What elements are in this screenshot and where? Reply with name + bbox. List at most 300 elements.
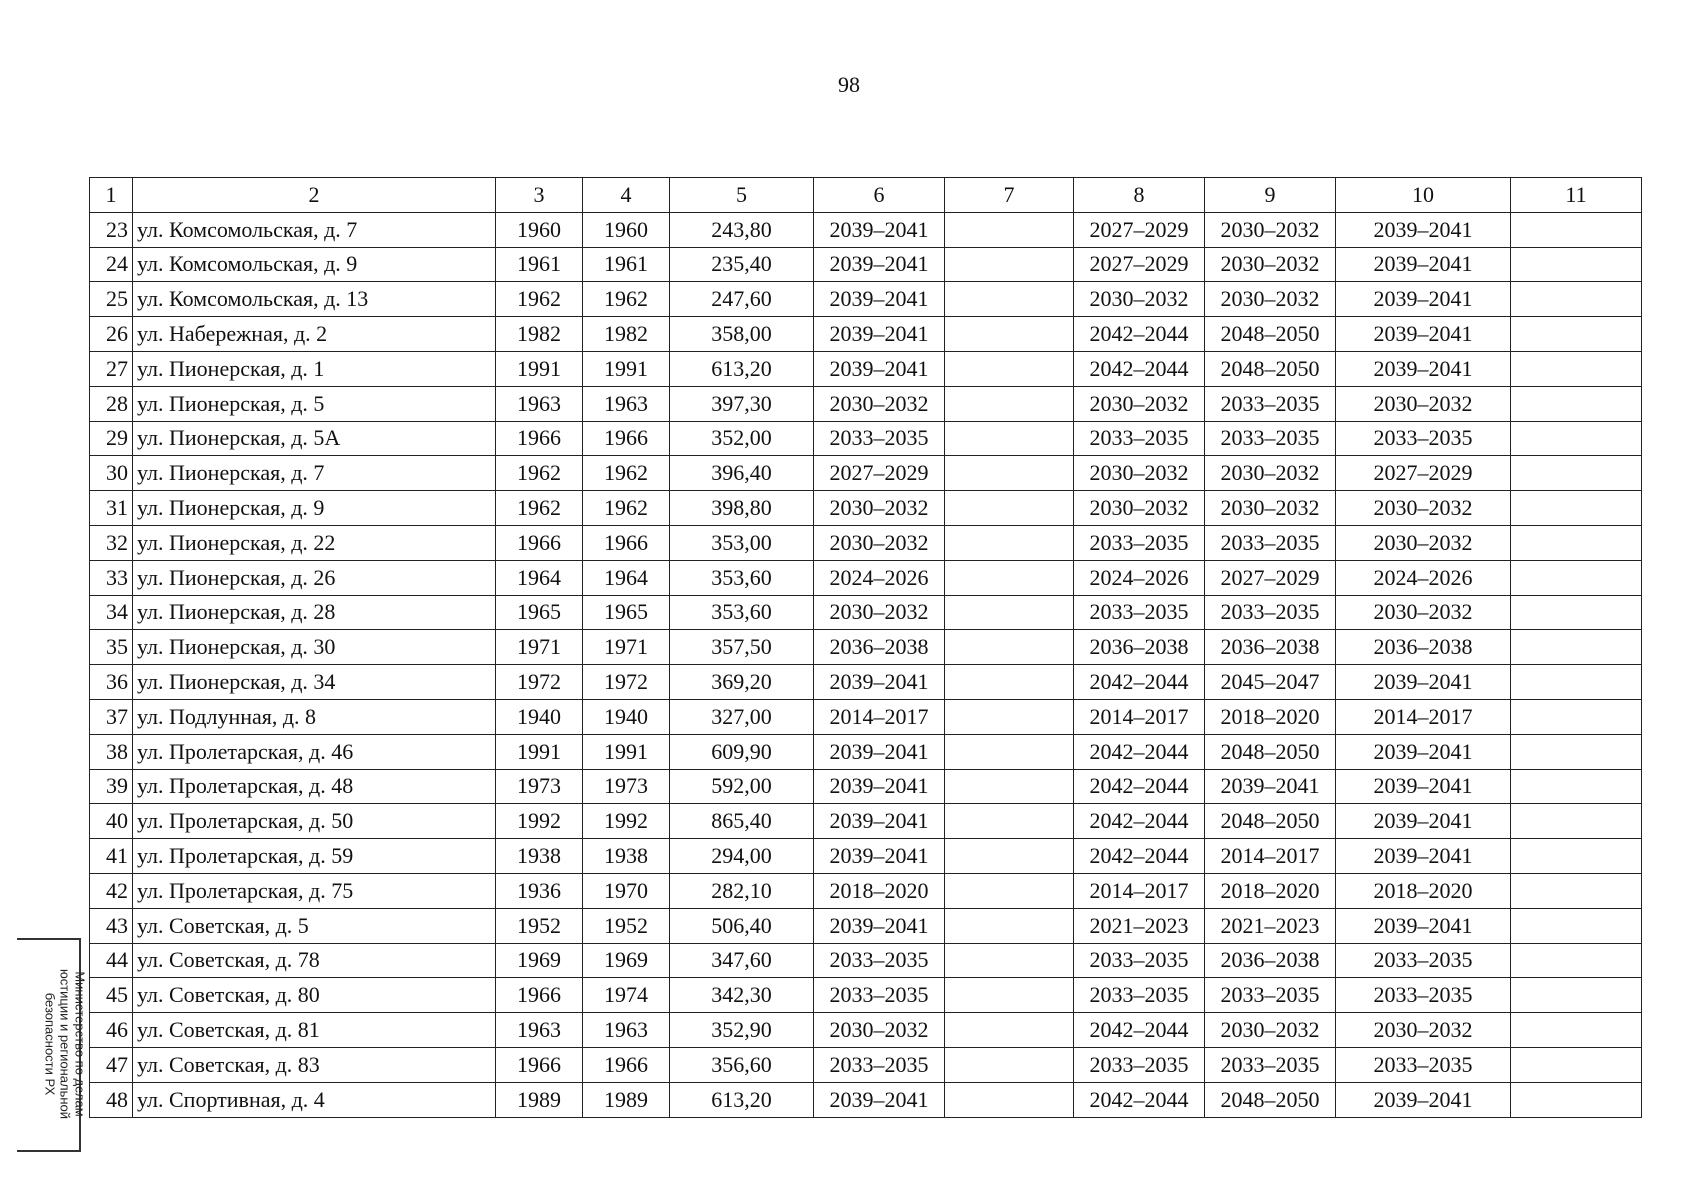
table-row bbox=[90, 908, 1642, 943]
area-cell: 353,00 bbox=[670, 525, 814, 560]
area-cell: 369,20 bbox=[670, 665, 814, 700]
ministry-stamp bbox=[17, 938, 88, 1152]
period-8-cell: 2030–2032 bbox=[1074, 386, 1205, 421]
period-11-cell bbox=[1511, 734, 1642, 769]
address-cell: ул. Пролетарская, д. 48 bbox=[133, 769, 496, 804]
commission-year-cell: 1989 bbox=[583, 1082, 670, 1117]
build-year-cell: 1962 bbox=[496, 456, 583, 491]
address-cell: ул. Советская, д. 80 bbox=[133, 978, 496, 1013]
table-header bbox=[90, 178, 1642, 213]
period-6-cell: 2039–2041 bbox=[814, 282, 945, 317]
row-number-cell: 24 bbox=[90, 247, 133, 282]
period-9-cell: 2014–2017 bbox=[1205, 839, 1336, 874]
area-cell: 342,30 bbox=[670, 978, 814, 1013]
build-year-cell: 1989 bbox=[496, 1082, 583, 1117]
period-7-cell bbox=[945, 943, 1074, 978]
period-7-cell bbox=[945, 595, 1074, 630]
build-year-cell: 1966 bbox=[496, 421, 583, 456]
period-9-cell: 2048–2050 bbox=[1205, 734, 1336, 769]
period-11-cell bbox=[1511, 804, 1642, 839]
period-6-cell: 2018–2020 bbox=[814, 873, 945, 908]
area-cell: 356,60 bbox=[670, 1047, 814, 1082]
period-9-cell: 2033–2035 bbox=[1205, 978, 1336, 1013]
period-11-cell bbox=[1511, 769, 1642, 804]
address-cell: ул. Подлунная, д. 8 bbox=[133, 699, 496, 734]
period-9-cell: 2033–2035 bbox=[1205, 525, 1336, 560]
period-11-cell bbox=[1511, 456, 1642, 491]
period-10-cell: 2039–2041 bbox=[1336, 665, 1511, 700]
period-11-cell bbox=[1511, 560, 1642, 595]
period-8-cell: 2033–2035 bbox=[1074, 421, 1205, 456]
commission-year-cell: 1963 bbox=[583, 1013, 670, 1048]
table-row bbox=[90, 247, 1642, 282]
period-9-cell: 2030–2032 bbox=[1205, 247, 1336, 282]
row-number-cell: 42 bbox=[90, 873, 133, 908]
commission-year-cell: 1966 bbox=[583, 525, 670, 560]
row-number-cell: 23 bbox=[90, 212, 133, 247]
period-8-cell: 2042–2044 bbox=[1074, 351, 1205, 386]
period-7-cell bbox=[945, 699, 1074, 734]
period-6-cell: 2039–2041 bbox=[814, 1082, 945, 1117]
period-11-cell bbox=[1511, 247, 1642, 282]
housing-register-table bbox=[89, 177, 1642, 1118]
table-row bbox=[90, 212, 1642, 247]
area-cell: 294,00 bbox=[670, 839, 814, 874]
area-cell: 353,60 bbox=[670, 595, 814, 630]
period-8-cell: 2036–2038 bbox=[1074, 630, 1205, 665]
header-cell-5: 5 bbox=[670, 178, 814, 213]
commission-year-cell: 1966 bbox=[583, 421, 670, 456]
period-9-cell: 2018–2020 bbox=[1205, 699, 1336, 734]
commission-year-cell: 1991 bbox=[583, 734, 670, 769]
header-cell-6: 6 bbox=[814, 178, 945, 213]
period-6-cell: 2033–2035 bbox=[814, 978, 945, 1013]
build-year-cell: 1966 bbox=[496, 525, 583, 560]
period-10-cell: 2024–2026 bbox=[1336, 560, 1511, 595]
period-9-cell: 2018–2020 bbox=[1205, 873, 1336, 908]
header-row bbox=[90, 178, 1642, 213]
commission-year-cell: 1982 bbox=[583, 317, 670, 352]
row-number-cell: 25 bbox=[90, 282, 133, 317]
row-number-cell: 46 bbox=[90, 1013, 133, 1048]
period-8-cell: 2030–2032 bbox=[1074, 456, 1205, 491]
period-7-cell bbox=[945, 665, 1074, 700]
period-6-cell: 2039–2041 bbox=[814, 351, 945, 386]
area-cell: 243,80 bbox=[670, 212, 814, 247]
period-6-cell: 2030–2032 bbox=[814, 491, 945, 526]
period-8-cell: 2042–2044 bbox=[1074, 1082, 1205, 1117]
period-9-cell: 2033–2035 bbox=[1205, 1047, 1336, 1082]
commission-year-cell: 1974 bbox=[583, 978, 670, 1013]
table-row bbox=[90, 734, 1642, 769]
build-year-cell: 1960 bbox=[496, 212, 583, 247]
row-number-cell: 27 bbox=[90, 351, 133, 386]
area-cell: 398,80 bbox=[670, 491, 814, 526]
table-row bbox=[90, 873, 1642, 908]
table-row bbox=[90, 317, 1642, 352]
commission-year-cell: 1969 bbox=[583, 943, 670, 978]
table-row bbox=[90, 456, 1642, 491]
commission-year-cell: 1972 bbox=[583, 665, 670, 700]
build-year-cell: 1992 bbox=[496, 804, 583, 839]
header-cell-8: 8 bbox=[1074, 178, 1205, 213]
period-10-cell: 2030–2032 bbox=[1336, 491, 1511, 526]
period-7-cell bbox=[945, 839, 1074, 874]
table-row bbox=[90, 978, 1642, 1013]
build-year-cell: 1962 bbox=[496, 282, 583, 317]
commission-year-cell: 1940 bbox=[583, 699, 670, 734]
period-10-cell: 2030–2032 bbox=[1336, 595, 1511, 630]
address-cell: ул. Пионерская, д. 7 bbox=[133, 456, 496, 491]
build-year-cell: 1966 bbox=[496, 978, 583, 1013]
table-row bbox=[90, 665, 1642, 700]
period-6-cell: 2039–2041 bbox=[814, 908, 945, 943]
period-6-cell: 2014–2017 bbox=[814, 699, 945, 734]
stamp-text: Министерство по делам юстиции и региональной безопасности РХ bbox=[42, 968, 88, 1120]
period-10-cell: 2039–2041 bbox=[1336, 212, 1511, 247]
period-10-cell: 2018–2020 bbox=[1336, 873, 1511, 908]
area-cell: 352,90 bbox=[670, 1013, 814, 1048]
header-cell-4: 4 bbox=[583, 178, 670, 213]
period-7-cell bbox=[945, 421, 1074, 456]
period-11-cell bbox=[1511, 699, 1642, 734]
address-cell: ул. Пионерская, д. 5А bbox=[133, 421, 496, 456]
build-year-cell: 1982 bbox=[496, 317, 583, 352]
period-11-cell bbox=[1511, 525, 1642, 560]
row-number-cell: 34 bbox=[90, 595, 133, 630]
period-10-cell: 2039–2041 bbox=[1336, 282, 1511, 317]
period-7-cell bbox=[945, 1047, 1074, 1082]
area-cell: 327,00 bbox=[670, 699, 814, 734]
period-10-cell: 2036–2038 bbox=[1336, 630, 1511, 665]
period-10-cell: 2039–2041 bbox=[1336, 839, 1511, 874]
commission-year-cell: 1962 bbox=[583, 456, 670, 491]
commission-year-cell: 1992 bbox=[583, 804, 670, 839]
period-11-cell bbox=[1511, 1082, 1642, 1117]
period-6-cell: 2039–2041 bbox=[814, 769, 945, 804]
build-year-cell: 1972 bbox=[496, 665, 583, 700]
build-year-cell: 1961 bbox=[496, 247, 583, 282]
build-year-cell: 1962 bbox=[496, 491, 583, 526]
header-cell-11: 11 bbox=[1511, 178, 1642, 213]
period-8-cell: 2042–2044 bbox=[1074, 839, 1205, 874]
period-9-cell: 2036–2038 bbox=[1205, 630, 1336, 665]
build-year-cell: 1938 bbox=[496, 839, 583, 874]
table-row bbox=[90, 282, 1642, 317]
area-cell: 396,40 bbox=[670, 456, 814, 491]
header-cell-7: 7 bbox=[945, 178, 1074, 213]
period-7-cell bbox=[945, 734, 1074, 769]
period-10-cell: 2039–2041 bbox=[1336, 351, 1511, 386]
commission-year-cell: 1961 bbox=[583, 247, 670, 282]
period-6-cell: 2030–2032 bbox=[814, 1013, 945, 1048]
period-11-cell bbox=[1511, 282, 1642, 317]
area-cell: 347,60 bbox=[670, 943, 814, 978]
address-cell: ул. Набережная, д. 2 bbox=[133, 317, 496, 352]
build-year-cell: 1965 bbox=[496, 595, 583, 630]
address-cell: ул. Пролетарская, д. 59 bbox=[133, 839, 496, 874]
period-10-cell: 2014–2017 bbox=[1336, 699, 1511, 734]
commission-year-cell: 1991 bbox=[583, 351, 670, 386]
header-cell-3: 3 bbox=[496, 178, 583, 213]
period-9-cell: 2033–2035 bbox=[1205, 421, 1336, 456]
period-8-cell: 2027–2029 bbox=[1074, 212, 1205, 247]
address-cell: ул. Пионерская, д. 1 bbox=[133, 351, 496, 386]
period-7-cell bbox=[945, 769, 1074, 804]
commission-year-cell: 1963 bbox=[583, 386, 670, 421]
period-9-cell: 2048–2050 bbox=[1205, 351, 1336, 386]
area-cell: 247,60 bbox=[670, 282, 814, 317]
build-year-cell: 1991 bbox=[496, 734, 583, 769]
period-9-cell: 2039–2041 bbox=[1205, 769, 1336, 804]
area-cell: 592,00 bbox=[670, 769, 814, 804]
period-6-cell: 2039–2041 bbox=[814, 665, 945, 700]
table-row bbox=[90, 1047, 1642, 1082]
period-10-cell: 2039–2041 bbox=[1336, 769, 1511, 804]
address-cell: ул. Советская, д. 5 bbox=[133, 908, 496, 943]
commission-year-cell: 1938 bbox=[583, 839, 670, 874]
period-8-cell: 2014–2017 bbox=[1074, 699, 1205, 734]
period-11-cell bbox=[1511, 421, 1642, 456]
period-10-cell: 2027–2029 bbox=[1336, 456, 1511, 491]
area-cell: 352,00 bbox=[670, 421, 814, 456]
period-8-cell: 2021–2023 bbox=[1074, 908, 1205, 943]
table-row bbox=[90, 699, 1642, 734]
period-11-cell bbox=[1511, 1047, 1642, 1082]
period-8-cell: 2033–2035 bbox=[1074, 595, 1205, 630]
period-10-cell: 2033–2035 bbox=[1336, 978, 1511, 1013]
area-cell: 506,40 bbox=[670, 908, 814, 943]
period-6-cell: 2027–2029 bbox=[814, 456, 945, 491]
table-row bbox=[90, 1013, 1642, 1048]
period-10-cell: 2030–2032 bbox=[1336, 386, 1511, 421]
period-6-cell: 2039–2041 bbox=[814, 839, 945, 874]
table-row bbox=[90, 943, 1642, 978]
row-number-cell: 31 bbox=[90, 491, 133, 526]
table-row bbox=[90, 839, 1642, 874]
row-number-cell: 47 bbox=[90, 1047, 133, 1082]
build-year-cell: 1991 bbox=[496, 351, 583, 386]
address-cell: ул. Пионерская, д. 22 bbox=[133, 525, 496, 560]
period-10-cell: 2039–2041 bbox=[1336, 247, 1511, 282]
period-6-cell: 2039–2041 bbox=[814, 247, 945, 282]
period-11-cell bbox=[1511, 630, 1642, 665]
period-7-cell bbox=[945, 491, 1074, 526]
table-row bbox=[90, 421, 1642, 456]
period-6-cell: 2039–2041 bbox=[814, 212, 945, 247]
period-11-cell bbox=[1511, 839, 1642, 874]
period-7-cell bbox=[945, 282, 1074, 317]
row-number-cell: 35 bbox=[90, 630, 133, 665]
period-8-cell: 2042–2044 bbox=[1074, 317, 1205, 352]
row-number-cell: 28 bbox=[90, 386, 133, 421]
commission-year-cell: 1965 bbox=[583, 595, 670, 630]
period-6-cell: 2039–2041 bbox=[814, 317, 945, 352]
period-7-cell bbox=[945, 386, 1074, 421]
area-cell: 235,40 bbox=[670, 247, 814, 282]
period-9-cell: 2030–2032 bbox=[1205, 212, 1336, 247]
period-10-cell: 2033–2035 bbox=[1336, 943, 1511, 978]
row-number-cell: 36 bbox=[90, 665, 133, 700]
address-cell: ул. Пионерская, д. 9 bbox=[133, 491, 496, 526]
period-7-cell bbox=[945, 560, 1074, 595]
period-10-cell: 2033–2035 bbox=[1336, 1047, 1511, 1082]
period-8-cell: 2030–2032 bbox=[1074, 491, 1205, 526]
build-year-cell: 1966 bbox=[496, 1047, 583, 1082]
period-9-cell: 2030–2032 bbox=[1205, 491, 1336, 526]
row-number-cell: 32 bbox=[90, 525, 133, 560]
period-9-cell: 2036–2038 bbox=[1205, 943, 1336, 978]
period-9-cell: 2030–2032 bbox=[1205, 456, 1336, 491]
period-7-cell bbox=[945, 317, 1074, 352]
build-year-cell: 1936 bbox=[496, 873, 583, 908]
row-number-cell: 48 bbox=[90, 1082, 133, 1117]
period-10-cell: 2033–2035 bbox=[1336, 421, 1511, 456]
period-11-cell bbox=[1511, 595, 1642, 630]
row-number-cell: 38 bbox=[90, 734, 133, 769]
row-number-cell: 44 bbox=[90, 943, 133, 978]
period-8-cell: 2033–2035 bbox=[1074, 1047, 1205, 1082]
commission-year-cell: 1966 bbox=[583, 1047, 670, 1082]
period-7-cell bbox=[945, 873, 1074, 908]
row-number-cell: 41 bbox=[90, 839, 133, 874]
header-cell-1: 1 bbox=[90, 178, 133, 213]
period-9-cell: 2045–2047 bbox=[1205, 665, 1336, 700]
period-9-cell: 2033–2035 bbox=[1205, 595, 1336, 630]
period-6-cell: 2030–2032 bbox=[814, 525, 945, 560]
build-year-cell: 1940 bbox=[496, 699, 583, 734]
area-cell: 613,20 bbox=[670, 351, 814, 386]
period-9-cell: 2033–2035 bbox=[1205, 386, 1336, 421]
period-7-cell bbox=[945, 212, 1074, 247]
build-year-cell: 1964 bbox=[496, 560, 583, 595]
commission-year-cell: 1952 bbox=[583, 908, 670, 943]
period-6-cell: 2024–2026 bbox=[814, 560, 945, 595]
period-11-cell bbox=[1511, 386, 1642, 421]
period-11-cell bbox=[1511, 212, 1642, 247]
address-cell: ул. Пионерская, д. 34 bbox=[133, 665, 496, 700]
period-10-cell: 2039–2041 bbox=[1336, 908, 1511, 943]
address-cell: ул. Пионерская, д. 28 bbox=[133, 595, 496, 630]
address-cell: ул. Комсомольская, д. 9 bbox=[133, 247, 496, 282]
period-9-cell: 2027–2029 bbox=[1205, 560, 1336, 595]
period-9-cell: 2030–2032 bbox=[1205, 1013, 1336, 1048]
build-year-cell: 1963 bbox=[496, 1013, 583, 1048]
address-cell: ул. Пионерская, д. 30 bbox=[133, 630, 496, 665]
area-cell: 358,00 bbox=[670, 317, 814, 352]
period-6-cell: 2033–2035 bbox=[814, 943, 945, 978]
commission-year-cell: 1964 bbox=[583, 560, 670, 595]
build-year-cell: 1952 bbox=[496, 908, 583, 943]
table-row bbox=[90, 386, 1642, 421]
row-number-cell: 40 bbox=[90, 804, 133, 839]
period-9-cell: 2048–2050 bbox=[1205, 1082, 1336, 1117]
commission-year-cell: 1973 bbox=[583, 769, 670, 804]
period-8-cell: 2030–2032 bbox=[1074, 282, 1205, 317]
area-cell: 613,20 bbox=[670, 1082, 814, 1117]
row-number-cell: 30 bbox=[90, 456, 133, 491]
period-10-cell: 2039–2041 bbox=[1336, 1082, 1511, 1117]
address-cell: ул. Пионерская, д. 26 bbox=[133, 560, 496, 595]
period-11-cell bbox=[1511, 317, 1642, 352]
period-10-cell: 2039–2041 bbox=[1336, 317, 1511, 352]
period-8-cell: 2033–2035 bbox=[1074, 978, 1205, 1013]
period-10-cell: 2039–2041 bbox=[1336, 734, 1511, 769]
header-cell-9: 9 bbox=[1205, 178, 1336, 213]
table-row bbox=[90, 1082, 1642, 1117]
period-6-cell: 2039–2041 bbox=[814, 734, 945, 769]
period-11-cell bbox=[1511, 351, 1642, 386]
commission-year-cell: 1962 bbox=[583, 491, 670, 526]
table-row bbox=[90, 351, 1642, 386]
period-6-cell: 2039–2041 bbox=[814, 804, 945, 839]
header-cell-10: 10 bbox=[1336, 178, 1511, 213]
commission-year-cell: 1960 bbox=[583, 212, 670, 247]
period-9-cell: 2048–2050 bbox=[1205, 804, 1336, 839]
area-cell: 357,50 bbox=[670, 630, 814, 665]
period-11-cell bbox=[1511, 908, 1642, 943]
row-number-cell: 39 bbox=[90, 769, 133, 804]
period-9-cell: 2048–2050 bbox=[1205, 317, 1336, 352]
commission-year-cell: 1962 bbox=[583, 282, 670, 317]
period-6-cell: 2036–2038 bbox=[814, 630, 945, 665]
period-11-cell bbox=[1511, 1013, 1642, 1048]
build-year-cell: 1963 bbox=[496, 386, 583, 421]
address-cell: ул. Пролетарская, д. 46 bbox=[133, 734, 496, 769]
table-row bbox=[90, 804, 1642, 839]
period-11-cell bbox=[1511, 665, 1642, 700]
table-body bbox=[90, 212, 1642, 1117]
commission-year-cell: 1971 bbox=[583, 630, 670, 665]
address-cell: ул. Комсомольская, д. 7 bbox=[133, 212, 496, 247]
address-cell: ул. Комсомольская, д. 13 bbox=[133, 282, 496, 317]
period-8-cell: 2033–2035 bbox=[1074, 525, 1205, 560]
period-6-cell: 2030–2032 bbox=[814, 386, 945, 421]
row-number-cell: 37 bbox=[90, 699, 133, 734]
period-10-cell: 2030–2032 bbox=[1336, 525, 1511, 560]
row-number-cell: 26 bbox=[90, 317, 133, 352]
period-9-cell: 2030–2032 bbox=[1205, 282, 1336, 317]
area-cell: 865,40 bbox=[670, 804, 814, 839]
period-8-cell: 2014–2017 bbox=[1074, 873, 1205, 908]
page-number: 98 bbox=[838, 72, 860, 97]
period-8-cell: 2042–2044 bbox=[1074, 734, 1205, 769]
period-6-cell: 2030–2032 bbox=[814, 595, 945, 630]
build-year-cell: 1969 bbox=[496, 943, 583, 978]
period-11-cell bbox=[1511, 873, 1642, 908]
row-number-cell: 45 bbox=[90, 978, 133, 1013]
area-cell: 282,10 bbox=[670, 873, 814, 908]
period-7-cell bbox=[945, 247, 1074, 282]
address-cell: ул. Пионерская, д. 5 bbox=[133, 386, 496, 421]
period-7-cell bbox=[945, 525, 1074, 560]
commission-year-cell: 1970 bbox=[583, 873, 670, 908]
table-row bbox=[90, 630, 1642, 665]
address-cell: ул. Советская, д. 81 bbox=[133, 1013, 496, 1048]
area-cell: 353,60 bbox=[670, 560, 814, 595]
address-cell: ул. Пролетарская, д. 50 bbox=[133, 804, 496, 839]
row-number-cell: 29 bbox=[90, 421, 133, 456]
table-row bbox=[90, 525, 1642, 560]
table-row bbox=[90, 769, 1642, 804]
period-11-cell bbox=[1511, 978, 1642, 1013]
period-6-cell: 2033–2035 bbox=[814, 421, 945, 456]
period-8-cell: 2042–2044 bbox=[1074, 769, 1205, 804]
row-number-cell: 43 bbox=[90, 908, 133, 943]
period-7-cell bbox=[945, 456, 1074, 491]
address-cell: ул. Советская, д. 83 bbox=[133, 1047, 496, 1082]
area-cell: 397,30 bbox=[670, 386, 814, 421]
